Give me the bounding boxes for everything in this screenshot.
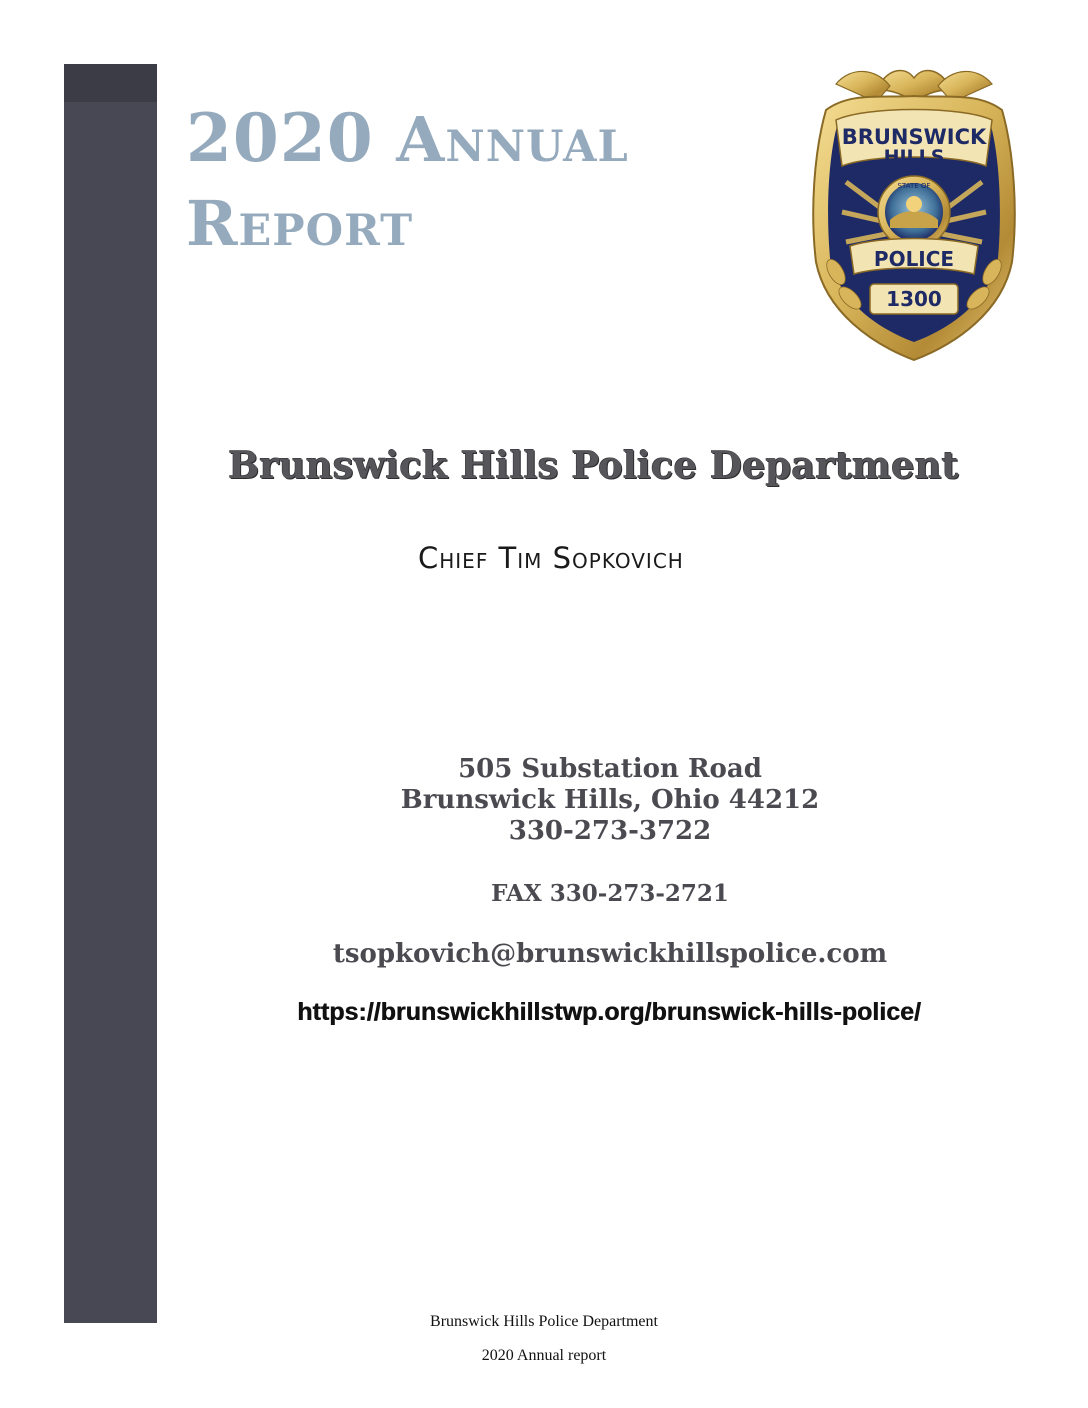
footer-report: 2020 Annual report bbox=[481, 1347, 607, 1364]
seal-text-top: STATE OF bbox=[897, 182, 931, 190]
fax-number: FAX 330-273-2721 bbox=[491, 880, 729, 907]
email-address: tsopkovich@brunswickhillspolice.com bbox=[332, 939, 888, 969]
title-word-annual: Annual bbox=[396, 103, 629, 176]
address-city: Brunswick Hills, Ohio 44212 bbox=[400, 785, 820, 815]
address-block bbox=[300, 754, 920, 847]
side-bar-top bbox=[64, 64, 157, 102]
department-name: Brunswick Hills Police Department bbox=[228, 443, 959, 487]
title-year: 2020 bbox=[186, 99, 374, 177]
address-phone: 330-273-3722 bbox=[508, 816, 712, 846]
footer-department: Brunswick Hills Police Department bbox=[430, 1313, 658, 1330]
badge-number: 1300 bbox=[886, 287, 942, 311]
police-badge-logo bbox=[806, 62, 1022, 364]
badge-text-brunswick: BRUNSWICK bbox=[841, 125, 987, 149]
chief-name: Chief Tim Sopkovich bbox=[418, 541, 684, 575]
badge-text-hills: HILLS bbox=[883, 146, 945, 168]
badge-text-police: POLICE bbox=[873, 247, 955, 271]
website-link[interactable]: https://brunswickhillstwp.org/brunswick-hills-police/ bbox=[297, 998, 921, 1026]
title-word-report: Report bbox=[186, 187, 414, 260]
report-title bbox=[186, 96, 746, 266]
side-bar bbox=[64, 64, 157, 1323]
address-street: 505 Substation Road bbox=[458, 754, 762, 784]
